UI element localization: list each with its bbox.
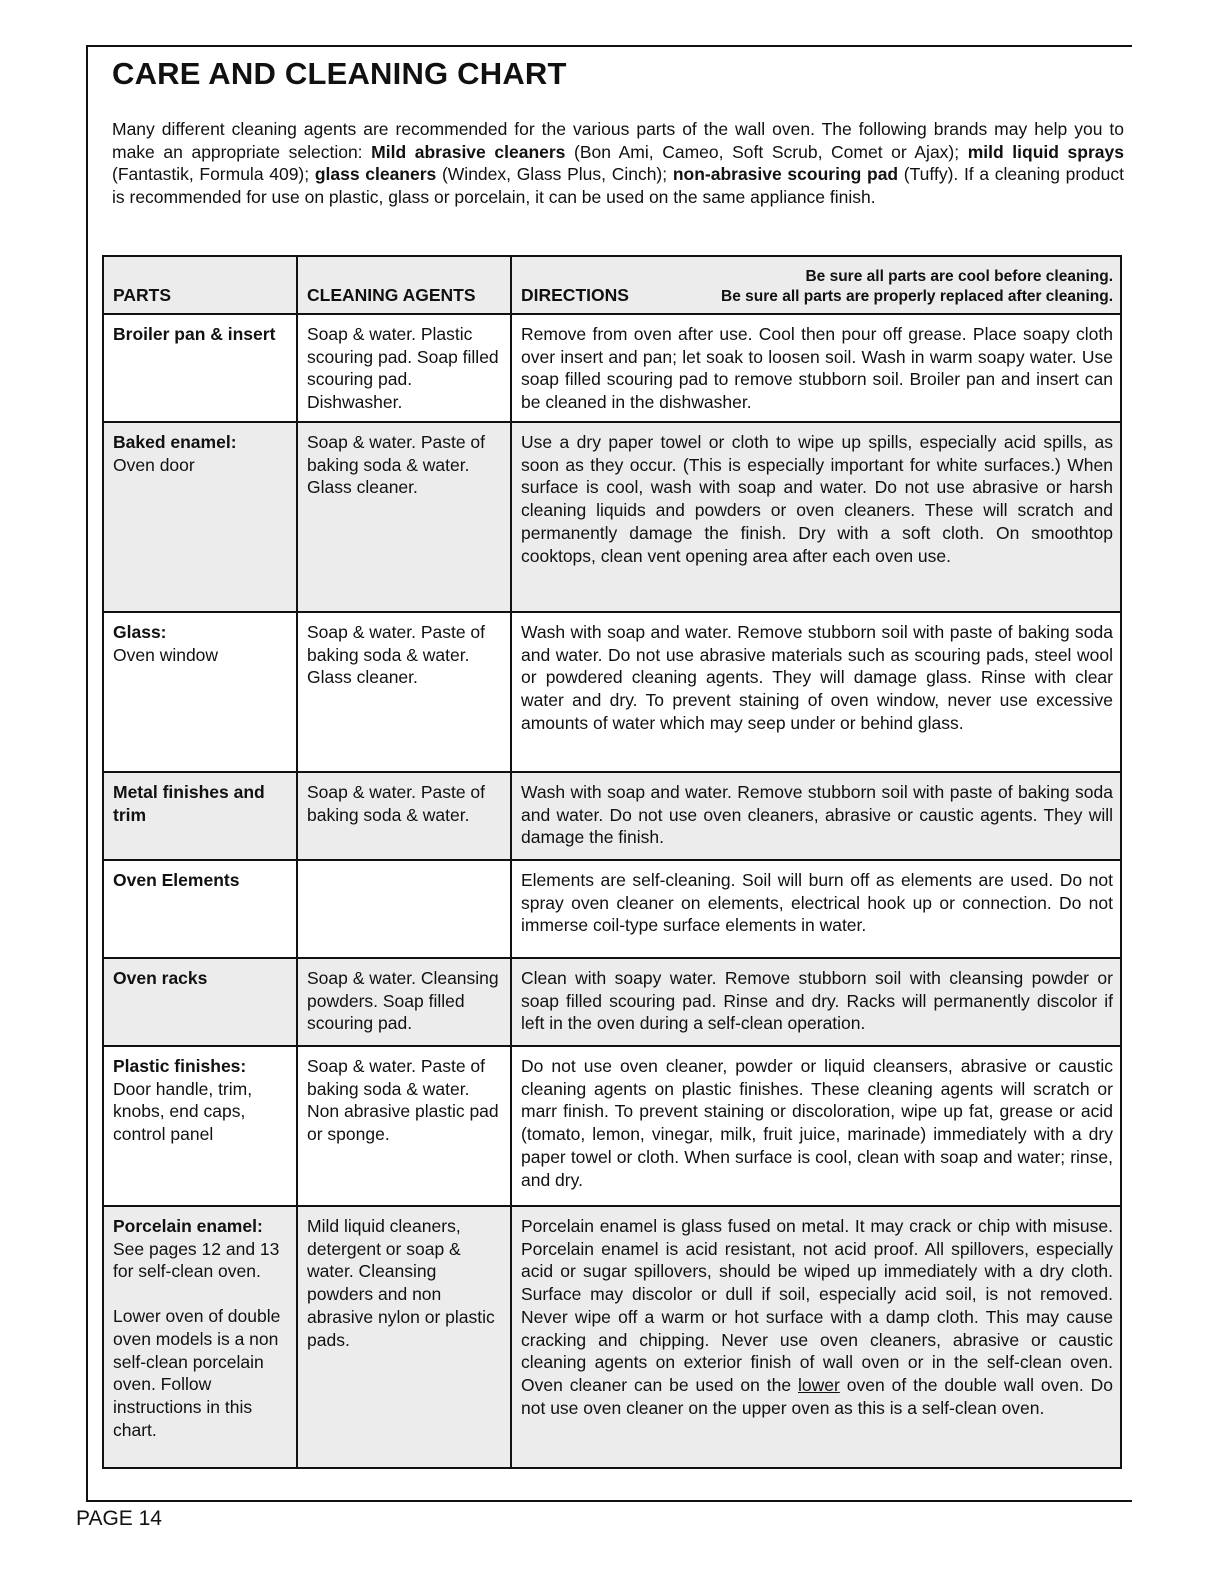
directions: Porcelain enamel is glass fused on metal. It may crack or chip with misuse. Porcelain enamel is acid resistant, not acid proof. All spillovers, especially acid or sugar spillovers, should be wiped up immediately with a dry cloth. Surface may discolor or dull if soil, especially acid soil, is not removed. Never wipe off a warm or hot surface with a damp cloth. This may cause cracking and chipping. Never use oven cleaners, abrasive or caustic cleaning agents on exterior finish of wall oven or in the self-clean oven. Oven cleaner can be used on the lower oven of the double wall oven. Do not use oven cleaner on the upper oven as this is a self-clean oven.	[511, 1206, 1121, 1468]
header-cleaning-agents: CLEANING AGENTS	[297, 256, 511, 314]
table-row	[103, 860, 1121, 958]
directions: Wash with soap and water. Remove stubborn soil with paste of baking soda and water. Do not use oven cleaners, abrasive or caustic agents. They will damage the finish.	[511, 772, 1121, 860]
cleaning-agents: Soap & water. Plastic scouring pad. Soap filled scouring pad. Dishwasher.	[297, 314, 511, 422]
directions: Wash with soap and water. Remove stubborn soil with paste of baking soda and water. Do not use abrasive materials such as scouring pads, steel wool or powdered cleaning agents. They will damage glass. Rinse with clear water and dry. To prevent staining of oven window, never use excessive amounts of water which may seep under or behind glass.	[511, 612, 1121, 772]
part-description: Door handle, trim, knobs, end caps, control panel	[113, 1078, 253, 1145]
part-name: Baked enamel:	[113, 432, 237, 452]
intro-paragraph: Many different cleaning agents are recommended for the various parts of the wall oven. The following brands may help you to make an appropriate selection: Mild abrasive cleaners (Bon Ami, Cameo, Soft Scrub, Comet or Ajax); mild liquid sprays (Fantastik, Formula 409); glass cleaners (Windex, Glass Plus, Cinch); non-abrasive scouring pad (Tuffy). If a cleaning product is recommended for use on plastic, glass or porcelain, it can be used on the same appliance finish.	[112, 119, 1125, 207]
directions: Clean with soapy water. Remove stubborn soil with cleansing powder or soap filled scouring pad. Rinse and dry. Racks will permanently discolor if left in the oven during a self-clean operation.	[511, 958, 1121, 1046]
header-note-cool: Be sure all parts are cool before cleaning.	[805, 268, 1113, 285]
part-name: Oven Elements	[113, 870, 240, 890]
top-rule	[86, 45, 1132, 47]
part-note: Lower oven of double oven models is a non self-clean porcelain oven. Follow instructions in this chart.	[113, 1306, 281, 1440]
directions: Elements are self-cleaning. Soil will burn off as elements are used. Do not spray oven cleaner on elements, electrical hook up or connection. Do not immerse coil-type surface elements in water.	[511, 860, 1121, 958]
underlined-word: lower	[798, 1374, 840, 1395]
table-row	[103, 612, 1121, 772]
header-directions-cell	[511, 256, 1121, 314]
table-row	[103, 1046, 1121, 1206]
header-note-replaced: Be sure all parts are properly replaced after cleaning.	[721, 288, 1113, 305]
cleaning-agents: Mild liquid cleaners, detergent or soap & water. Cleansing powders and non abrasive nylon or plastic pads.	[297, 1206, 511, 1468]
bottom-rule	[86, 1500, 1132, 1502]
table-row	[103, 958, 1121, 1046]
table-row	[103, 314, 1121, 422]
header-directions: DIRECTIONS	[521, 285, 629, 306]
table-row	[103, 422, 1121, 612]
cleaning-agents: Soap & water. Cleansing powders. Soap filled scouring pad.	[297, 958, 511, 1046]
table-header-row	[103, 256, 1121, 314]
header-parts: PARTS	[103, 256, 297, 314]
part-name: Porcelain enamel:	[113, 1216, 263, 1236]
part-description: See pages 12 and 13 for self-clean oven.	[113, 1238, 280, 1282]
directions: Remove from oven after use. Cool then pour off grease. Place soapy cloth over insert and pan; let soak to loosen soil. Wash in warm soapy water. Use soap filled scouring pad to remove stubborn soil. Broiler pan and insert can be cleaned in the dishwasher.	[511, 314, 1121, 422]
part-name: Oven racks	[113, 968, 208, 988]
part-description: Oven window	[113, 644, 219, 665]
page-number: PAGE 14	[76, 1507, 162, 1530]
table-row	[103, 1206, 1121, 1468]
cleaning-agents: Soap & water. Paste of baking soda & water. Glass cleaner.	[297, 422, 511, 612]
part-description: Oven door	[113, 454, 195, 475]
table-row	[103, 772, 1121, 860]
directions: Use a dry paper towel or cloth to wipe up spills, especially acid spills, as soon as they occur. (This is especially important for white surfaces.) When surface is cool, wash with soap and water. Do not use abrasive or harsh cleaning liquids and powders or oven cleaners. These will scratch and permanently damage the finish. Dry with a soft cloth. On smoothtop cooktops, clean vent opening area after each oven use.	[511, 422, 1121, 612]
cleaning-agents	[297, 860, 511, 958]
cleaning-agents: Soap & water. Paste of baking soda & water.	[297, 772, 511, 860]
directions: Do not use oven cleaner, powder or liquid cleansers, abrasive or caustic cleaning agents on plastic finishes. These cleaning agents will scratch or marr finish. To prevent staining or discoloration, wipe up fat, grease or acid (tomato, lemon, vinegar, milk, fruit juice, marinade) immediately with a dry paper towel or cloth. When surface is cool, clean with soap and water; rinse, and dry.	[511, 1046, 1121, 1206]
cleaning-chart-table	[102, 255, 1122, 1469]
part-name: Glass:	[113, 622, 167, 642]
cleaning-agents: Soap & water. Paste of baking soda & water. Glass cleaner.	[297, 612, 511, 772]
cleaning-agents: Soap & water. Paste of baking soda & water. Non abrasive plastic pad or sponge.	[297, 1046, 511, 1206]
part-name: Plastic finishes:	[113, 1056, 247, 1076]
page-title: CARE AND CLEANING CHART	[112, 56, 567, 91]
part-name: Metal finishes and trim	[113, 782, 265, 825]
part-name: Broiler pan & insert	[113, 324, 276, 344]
left-rule	[86, 45, 88, 1500]
